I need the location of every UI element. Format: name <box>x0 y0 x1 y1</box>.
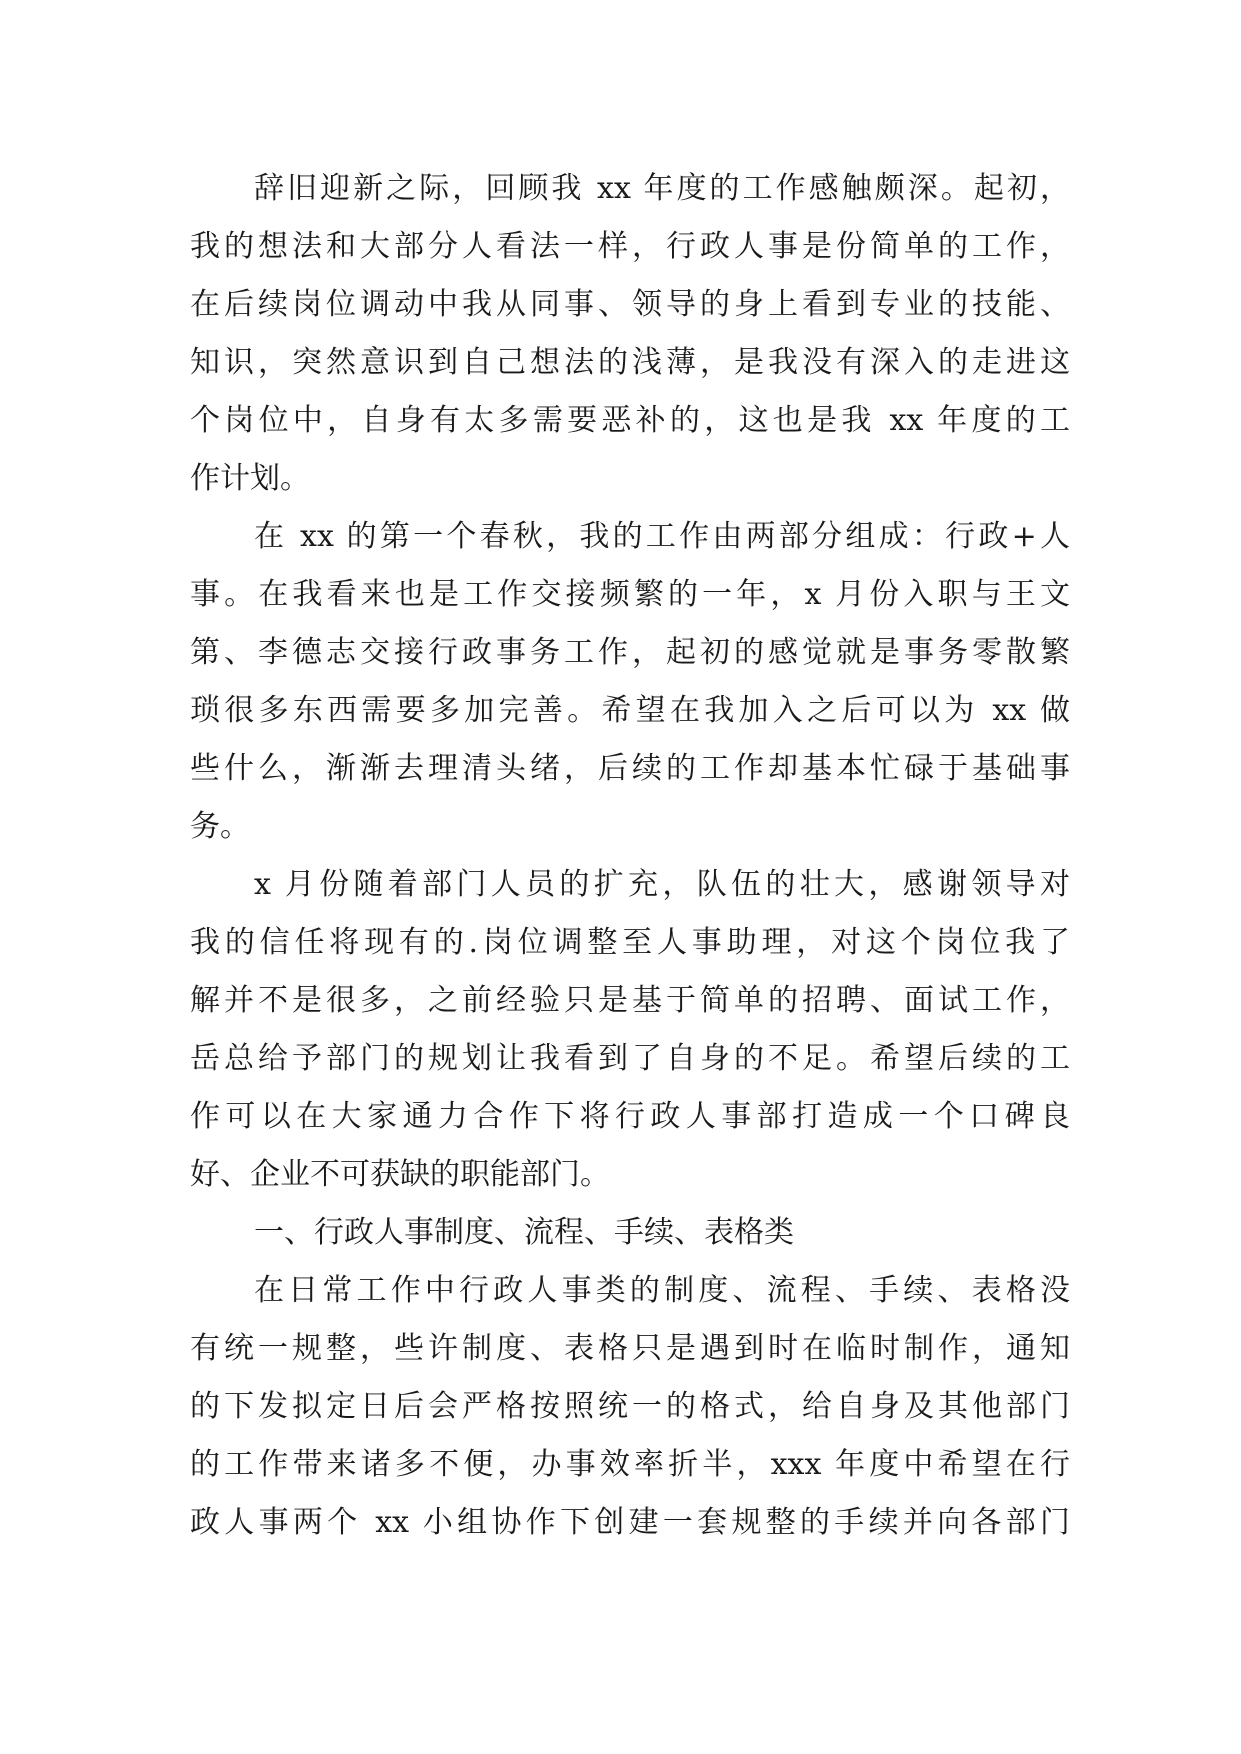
section-heading <box>190 1204 1070 1262</box>
text-line: 我的想法和大部分人看法一样，行政人事是份简单的工作， <box>190 229 1070 264</box>
text-line: 个岗位中，自身有太多需要恶补的，这也是我 xx 年度的工 <box>190 403 1070 438</box>
text-line: 的下发拟定日后会严格按照统一的格式，给自身及其他部门 <box>190 1389 1070 1424</box>
document-body <box>190 160 1070 1552</box>
text-line: 辞旧迎新之际，回顾我 xx 年度的工作感触颇深。起初， <box>254 171 1070 206</box>
text-line: 在后续岗位调动中我从同事、领导的身上看到专业的技能、 <box>190 287 1070 322</box>
text-line: 好、企业不可获缺的职能部门。 <box>190 1157 610 1192</box>
text-line: 第、李德志交接行政事务工作，起初的感觉就是事务零散繁 <box>190 635 1070 670</box>
text-line: 知识，突然意识到自己想法的浅薄，是我没有深入的走进这 <box>190 345 1070 380</box>
text-line: 有统一规整，些许制度、表格只是遇到时在临时制作，通知 <box>190 1331 1070 1366</box>
text-line: 务。 <box>190 809 250 844</box>
paragraph-first-year <box>190 508 1070 856</box>
text-line: 政人事两个 xx 小组协作下创建一套规整的手续并向各部门 <box>190 1505 1070 1540</box>
paragraph-role-change <box>190 856 1070 1204</box>
paragraph-intro <box>190 160 1070 508</box>
text-line: 作可以在大家通力合作下将行政人事部打造成一个口碑良 <box>190 1099 1070 1134</box>
text-line: 事。在我看来也是工作交接频繁的一年，x 月份入职与王文 <box>190 577 1070 612</box>
text-line: 在 xx 的第一个春秋，我的工作由两部分组成：行政+人 <box>254 519 1070 554</box>
text-line: 作计划。 <box>190 461 310 496</box>
text-line: 在日常工作中行政人事类的制度、流程、手续、表格没 <box>254 1273 1070 1308</box>
text-line: x 月份随着部门人员的扩充，队伍的壮大，感谢领导对 <box>254 867 1070 902</box>
text-line: 的工作带来诸多不便，办事效率折半，xxx 年度中希望在行 <box>190 1447 1070 1482</box>
paragraph-procedures <box>190 1262 1070 1552</box>
text-line: 我的信任将现有的.岗位调整至人事助理，对这个岗位我了 <box>190 925 1070 960</box>
text-line: 岳总给予部门的规划让我看到了自身的不足。希望后续的工 <box>190 1041 1070 1076</box>
text-line: 解并不是很多，之前经验只是基于简单的招聘、面试工作， <box>190 983 1070 1018</box>
text-line: 琐很多东西需要多加完善。希望在我加入之后可以为 xx 做 <box>190 693 1070 728</box>
heading-text: 一、行政人事制度、流程、手续、表格类 <box>254 1215 794 1250</box>
text-line: 些什么，渐渐去理清头绪，后续的工作却基本忙碌于基础事 <box>190 751 1070 786</box>
